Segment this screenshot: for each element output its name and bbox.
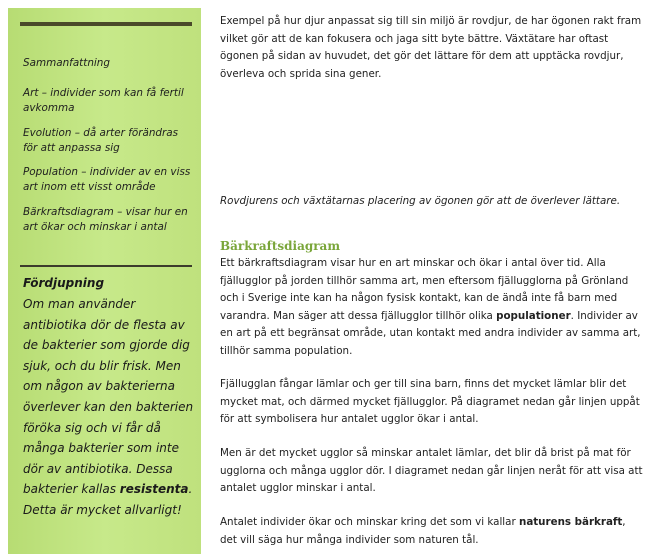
section-heading: Bärkraftsdiagram (220, 239, 341, 253)
paragraph-text: Ett bärkraftsdiagram visar hur en art minskar och ökar i antal över tid. Alla fjällugglor på jorden tillhör samma art, men eftersom fjällugglorna på Grönland och i Sverige inte kan ha någon fysisk kontakt, kan de ändå inte få barn med varandra. Man säger att dessa fjällugglor tillhör olika (220, 257, 629, 322)
bold-term-populationer: populationer (496, 309, 571, 322)
paragraph-fjalluggla: Fjällugglan fångar lämlar och ger till sina barn, finns det mycket lämlar blir det mycket mat, och därmed mycket fjällugglor. På diagramet nedan går linjen uppåt för att symbolisera hur antalet ugglor ökar i antal. (220, 378, 640, 425)
fordjupning-text: Om man använder antibiotika dör de flesta av de bakterier som gjorde dig sjuk, och du blir frisk. Men om någon av bakterierna överlever kan den bakterien föröka sig och vi får då många bakterier som inte dör av antibiotika. Dessa bakterier kallas (23, 297, 194, 497)
fordjupning-title: Fördjupning (23, 276, 105, 290)
sidebar (8, 8, 201, 554)
bold-term-naturens-barkraft: naturens bärkraft (518, 516, 623, 528)
summary-item-population: Population – individer av en viss art inom ett visst område (23, 166, 191, 193)
paragraph-text-end: . Individer av en art på ett begränsat område, utan kontakt med andra individer av samma art, tillhör samma population. (220, 309, 641, 357)
fordjupning-bold-term: resistenta (119, 482, 189, 497)
sidebar-top-rule (20, 22, 192, 26)
paragraph-text: Antalet individer ökar och minskar kring det som vi kallar (220, 516, 519, 528)
image-caption: Rovdjurens och växtätarnas placering av ögonen gör att de överlever lättare. (220, 195, 621, 207)
summary-heading: Sammanfattning (23, 57, 110, 69)
paragraph-naturens-barkraft (220, 514, 645, 549)
fordjupning-body (23, 294, 195, 521)
summary-item-barkraftsdiagram: Bärkraftsdiagram – visar hur en art ökar och minskar i antal (23, 206, 188, 233)
intro-paragraph: Exempel på hur djur anpassat sig till sin miljö är rovdjur, de har ögonen rakt fram vilket gör att de kan fokusera och jaga sitt byte bättre. Växtätare har oftast ögonen på sidan av huvudet, det gör det lättare för dem att upptäcka rovdjur, överleva och sprida sina gener. (220, 15, 642, 80)
summary-item-evolution: Evolution – då arter förändras för att anpassa sig (23, 127, 179, 154)
paragraph-text-end: , det vill säga hur många individer som naturen tål. (220, 516, 626, 546)
fordjupning-text-end: . Detta är mycket allvarligt! (23, 482, 193, 517)
summary-item-art: Art – individer som kan få fertil avkomma (23, 87, 184, 114)
paragraph-brist: Men är det mycket ugglor så minskar antalet lämlar, det blir då brist på mat för ugglorna och många ugglor dör. I diagramet nedan går linjen neråt för att visa att antalet ugglor minskar i antal. (220, 447, 643, 494)
paragraph-barkraft (220, 255, 645, 360)
